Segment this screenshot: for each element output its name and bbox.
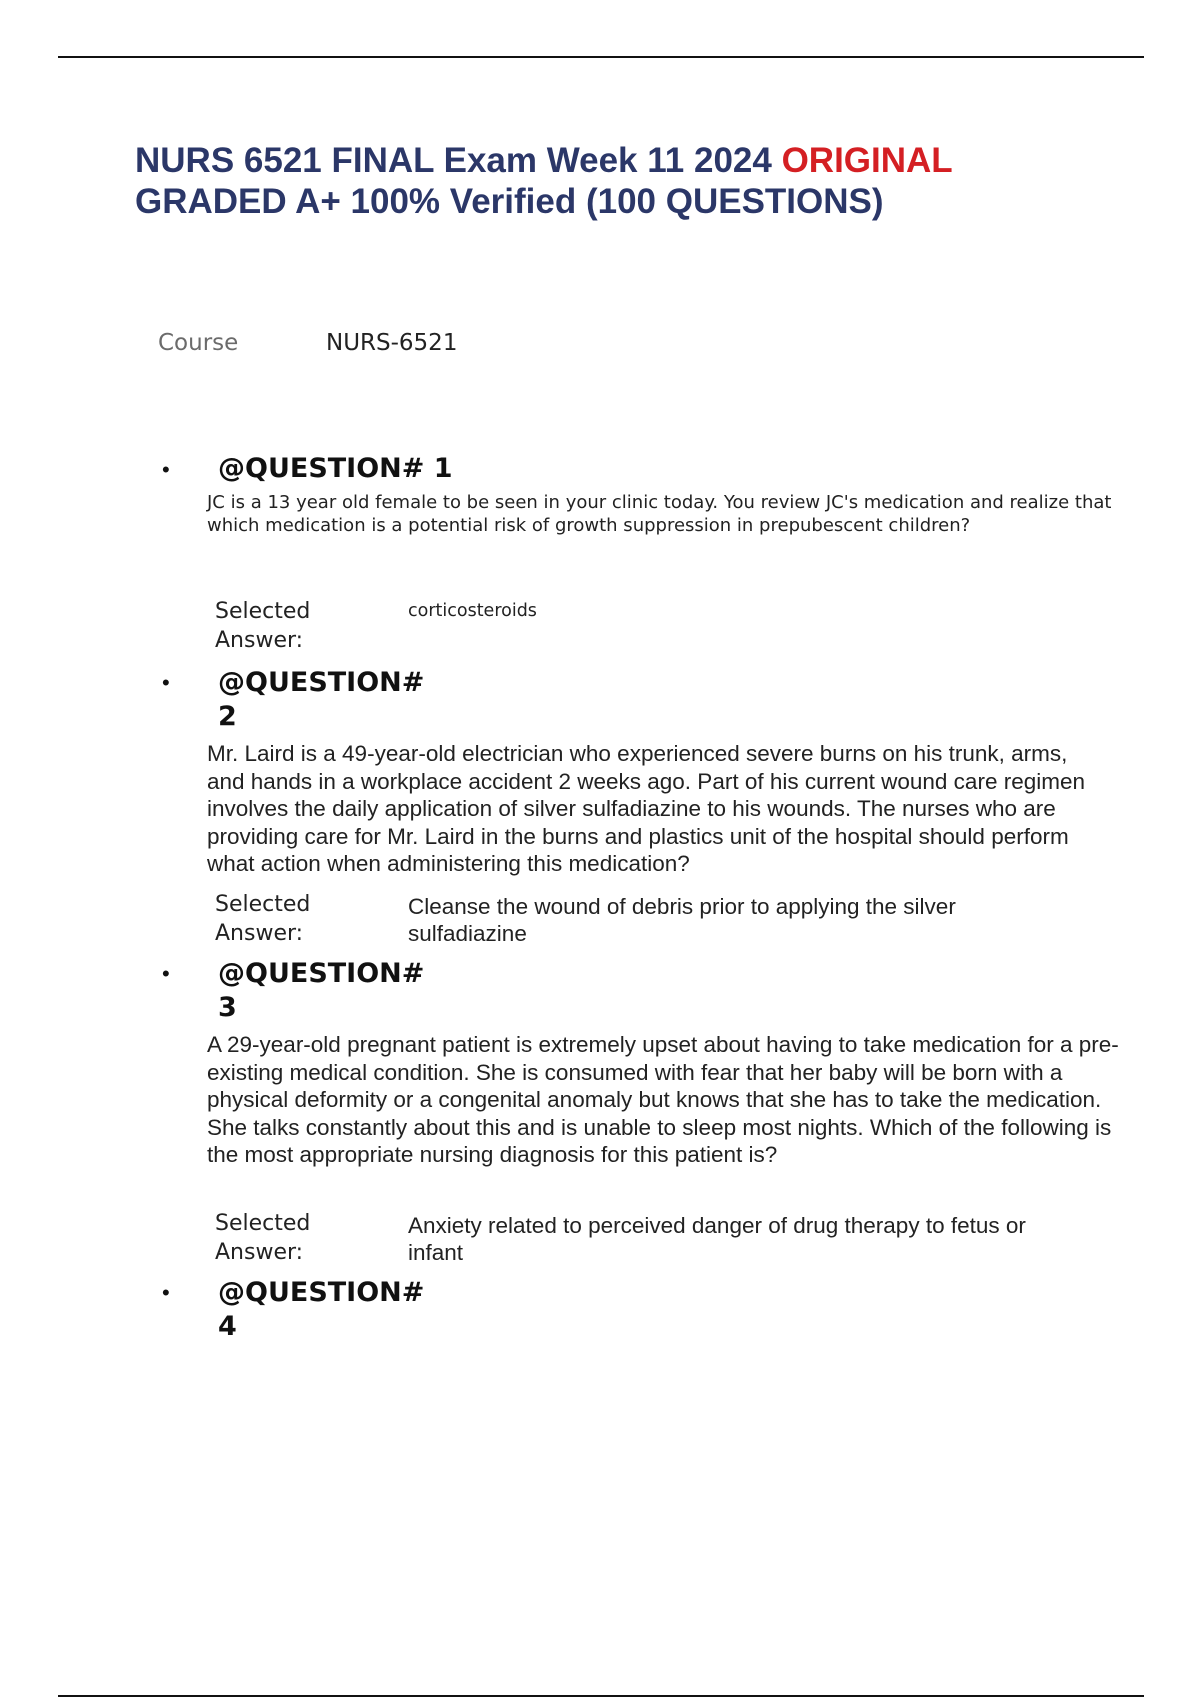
bullet: • bbox=[162, 670, 170, 695]
question-2-answer: Cleanse the wound of debris prior to applying the silver sulfadiazine bbox=[408, 894, 956, 946]
question-4-heading: @QUESTION# 4 bbox=[218, 1277, 425, 1342]
bullet: • bbox=[162, 457, 170, 482]
question-2-text: Mr. Laird is a 49-year-old electrician who experienced severe burns on his trunk, arms, and hands in a workplace accident 2 weeks ago. Part of his current wound care regimen involves the daily application of silver sulfadiazine to his wounds. The nurses who are providing care for Mr. Laird in the burns and plastics unit of the hospital should perform what action when administering this medication? bbox=[207, 741, 1085, 877]
question-1-text: JC is a 13 year old female to be seen in your clinic today. You review JC's medication and realize that which medication is a potential risk of growth suppression in prepubescent children? bbox=[207, 492, 1112, 536]
question-3-heading: @QUESTION# 3 bbox=[218, 958, 425, 1023]
bullet: • bbox=[162, 1280, 170, 1305]
course-label: Course bbox=[158, 330, 239, 356]
question-3-answer: Anxiety related to perceived danger of drug therapy to fetus or infant bbox=[408, 1213, 1026, 1265]
course-value: NURS-6521 bbox=[326, 330, 458, 356]
title-part-1: NURS 6521 FINAL Exam Week 11 2024 bbox=[135, 141, 782, 180]
question-2-heading: @QUESTION# 2 bbox=[218, 667, 425, 732]
bullet: • bbox=[162, 961, 170, 986]
question-1-selected-label: Selected Answer: bbox=[215, 599, 311, 653]
bottom-rule bbox=[58, 1695, 1144, 1697]
top-rule bbox=[58, 56, 1144, 58]
title-highlight: ORIGINAL bbox=[781, 141, 953, 180]
document-title bbox=[135, 140, 1035, 222]
question-3-text: A 29-year-old pregnant patient is extremely upset about having to take medication for a pre-existing medical condition. She is consumed with fear that her baby will be born with a physical deformity or a congenital anomaly but knows that she has to take the medication. She talks constantly about this and is unable to sleep most nights. Which of the following is the most appropriate nursing diagnosis for this patient is? bbox=[207, 1032, 1119, 1168]
question-1-heading: @QUESTION# 1 bbox=[218, 453, 453, 484]
question-3-selected-label: Selected Answer: bbox=[215, 1211, 311, 1265]
question-1-answer: corticosteroids bbox=[408, 601, 537, 621]
question-2-selected-label: Selected Answer: bbox=[215, 892, 311, 946]
title-part-2: GRADED A+ 100% Verified (100 QUESTIONS) bbox=[135, 182, 884, 221]
